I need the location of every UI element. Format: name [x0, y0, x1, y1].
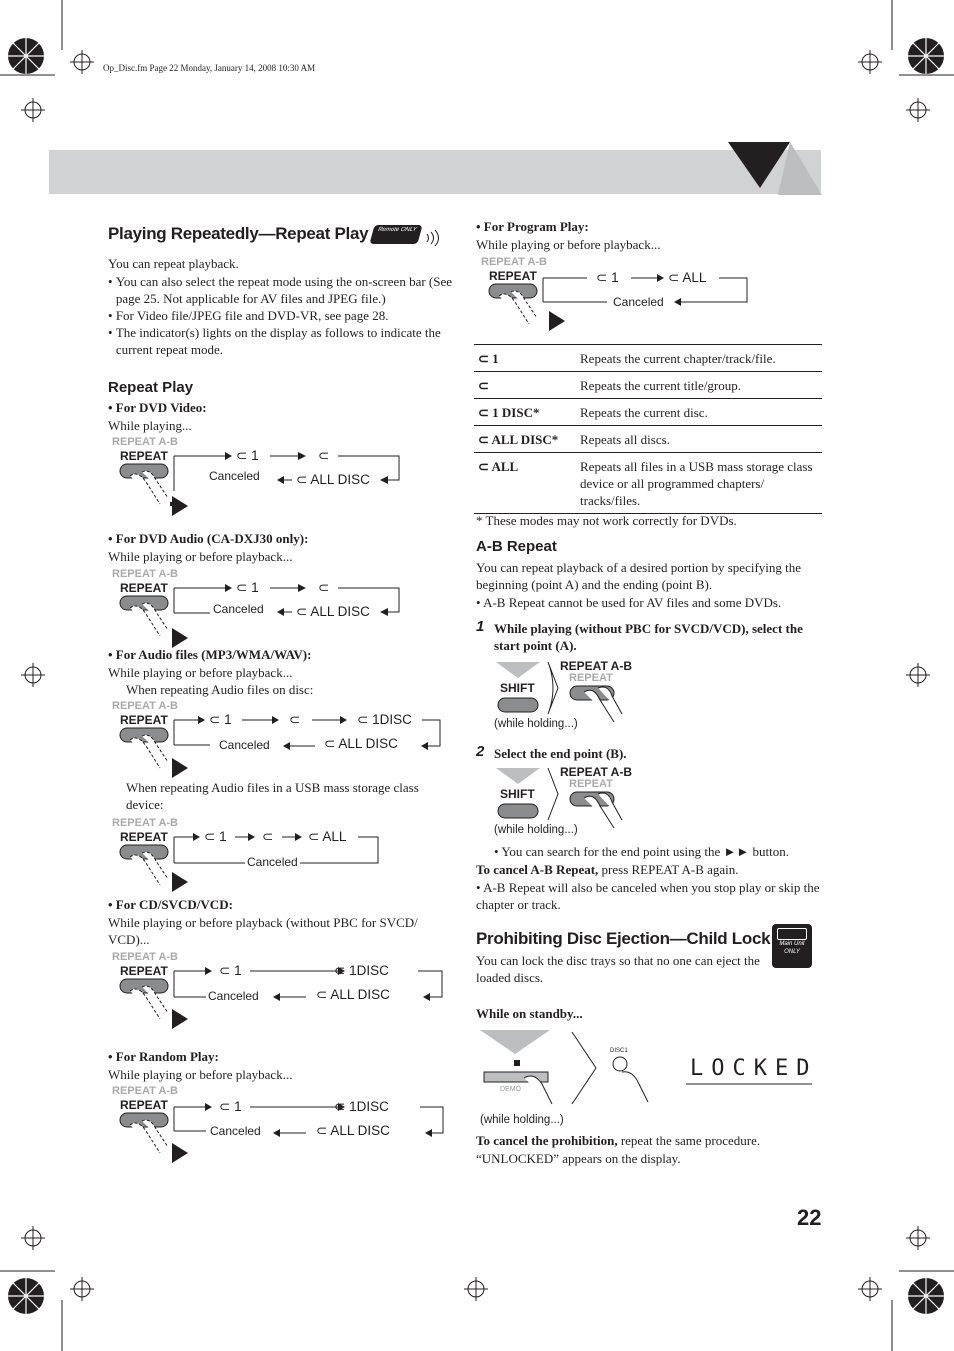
diagram-child-lock: DEMO DISC1 LOCKED (while holding...): [480, 1028, 820, 1128]
page-number: 22: [797, 1205, 822, 1230]
fast-forward-icon: ►►: [723, 844, 750, 859]
cancel-lock-text: To cancel the prohibition, repeat the same procedure.: [476, 1133, 761, 1148]
audio-files-head: • For Audio files (MP3/WMA/WAV):: [108, 647, 312, 662]
diagram-audio-disc: REPEAT A-B REPEAT ⊂ 1 ⊂ ⊂ 1DISC Canceled ⊂ ALL DISC: [110, 700, 450, 780]
step1-number: 1: [476, 618, 485, 635]
remote-signal-icon: [424, 228, 448, 246]
dvd-video-sub: While playing...: [108, 418, 192, 433]
audio-files-note1: When repeating Audio files on disc:: [126, 682, 314, 697]
random-head: • For Random Play:: [108, 1049, 219, 1064]
file-info: Op_Disc.fm Page 22 Monday, January 14, 2008 10:30 AM: [103, 63, 316, 73]
lock-intro: You can lock the disc trays so that no one can eject the loaded discs.: [476, 953, 760, 985]
cd-sub: While playing or before playback (without PBC for SVCD/ VCD)...: [108, 915, 418, 947]
remote-only-badge: Remote ONLY: [369, 225, 422, 244]
table-row: ⊂ 1 Repeats the current chapter/track/file.: [474, 345, 822, 372]
main-unit-only-badge: Main Unit ONLY: [772, 924, 812, 968]
diagram-dvd-audio: REPEAT A-B REPEAT ⊂ 1 ⊂ Canceled ⊂ ALL DISC: [110, 568, 410, 648]
section-title-repeat: Playing Repeatedly—Repeat Play: [108, 224, 369, 243]
diagram-dvd-video: REPEAT A-B REPEAT ⊂ 1 ⊂ Canceled ⊂ ALL DISC: [110, 436, 410, 516]
standby-label: While on standby...: [476, 1006, 583, 1021]
subhead-repeat-play: Repeat Play: [108, 379, 194, 396]
unlocked-note: “UNLOCKED” appears on the display.: [476, 1151, 681, 1166]
table-note: * These modes may not work correctly for DVDs.: [476, 513, 737, 528]
audio-files-note2: When repeating Audio files in a USB mass storage class device:: [126, 780, 419, 812]
dvd-audio-head: • For DVD Audio (CA-DXJ30 only):: [108, 531, 309, 546]
diagram-step2: SHIFT REPEAT A-B REPEAT (while holding...): [494, 765, 632, 836]
audio-files-sub: While playing or before playback...: [108, 665, 293, 680]
repeat-modes-table: [474, 344, 822, 514]
program-sub: While playing or before playback...: [476, 237, 661, 252]
step1-text: While playing (without PBC for SVCD/VCD), select the start point (A).: [494, 621, 803, 653]
intro-bullets: • You can also select the repeat mode using the on-screen bar (See page 25. Not applicable for AV files and JPEG file.) • For Video file/JPEG file and DVD-VR, see page 28. • The indicator(s) lights on the display as follows to indicate the current repeat mode.: [108, 274, 453, 357]
ab-repeat-title: A-B Repeat: [476, 538, 557, 555]
ab-bullet: • A-B Repeat cannot be used for AV files and some DVDs.: [476, 595, 782, 610]
diagram-random: REPEAT A-B REPEAT ⊂ 1 ⊂ 1DISC Canceled ⊂ ALL DISC: [110, 1085, 450, 1165]
table-row: ⊂ 1 DISC* Repeats the current disc.: [474, 399, 822, 426]
step2-number: 2: [476, 743, 485, 760]
random-sub: While playing or before playback...: [108, 1067, 293, 1082]
program-head: • For Program Play:: [476, 219, 589, 234]
ab-intro: You can repeat playback of a desired portion by specifying the beginning (point A) and the ending (point B).: [476, 560, 802, 592]
dvd-audio-sub: While playing or before playback...: [108, 549, 293, 564]
header-band: [49, 150, 821, 194]
table-row: ⊂ ALL DISC* Repeats all discs.: [474, 426, 822, 453]
diagram-program: REPEAT A-B REPEAT ⊂ 1 ⊂ ALL Canceled: [479, 256, 759, 336]
header-arrow-icon: [728, 140, 823, 196]
cancel-ab-text: To cancel A-B Repeat, press REPEAT A-B again.: [476, 862, 739, 877]
diagram-audio-usb: REPEAT A-B REPEAT ⊂ 1 ⊂ ⊂ ALL Canceled: [110, 817, 410, 892]
diagram-cd: REPEAT A-B REPEAT ⊂ 1 ⊂ 1DISC Canceled ⊂ ALL DISC: [110, 951, 450, 1031]
section-title-child-lock: Prohibiting Disc Ejection—Child Lock: [476, 929, 771, 948]
cd-head: • For CD/SVCD/VCD:: [108, 897, 233, 912]
locked-display: LOCKED: [690, 1056, 818, 1081]
dvd-video-head: • For DVD Video:: [108, 400, 207, 415]
table-row: ⊂ ALL Repeats all files in a USB mass storage class device or all programmed chapters/ tracks/files.: [474, 453, 822, 514]
step2-text: Select the end point (B).: [494, 746, 627, 761]
intro-text: You can repeat playback.: [108, 256, 239, 271]
diagram-step1: SHIFT REPEAT A-B REPEAT (while holding...): [494, 658, 654, 738]
table-row: ⊂ Repeats the current title/group.: [474, 372, 822, 399]
ab-cancel-note: • A-B Repeat will also be canceled when you stop play or skip the chapter or track.: [476, 880, 820, 912]
step2-note: • You can search for the end point using the ►► button.: [494, 844, 789, 859]
